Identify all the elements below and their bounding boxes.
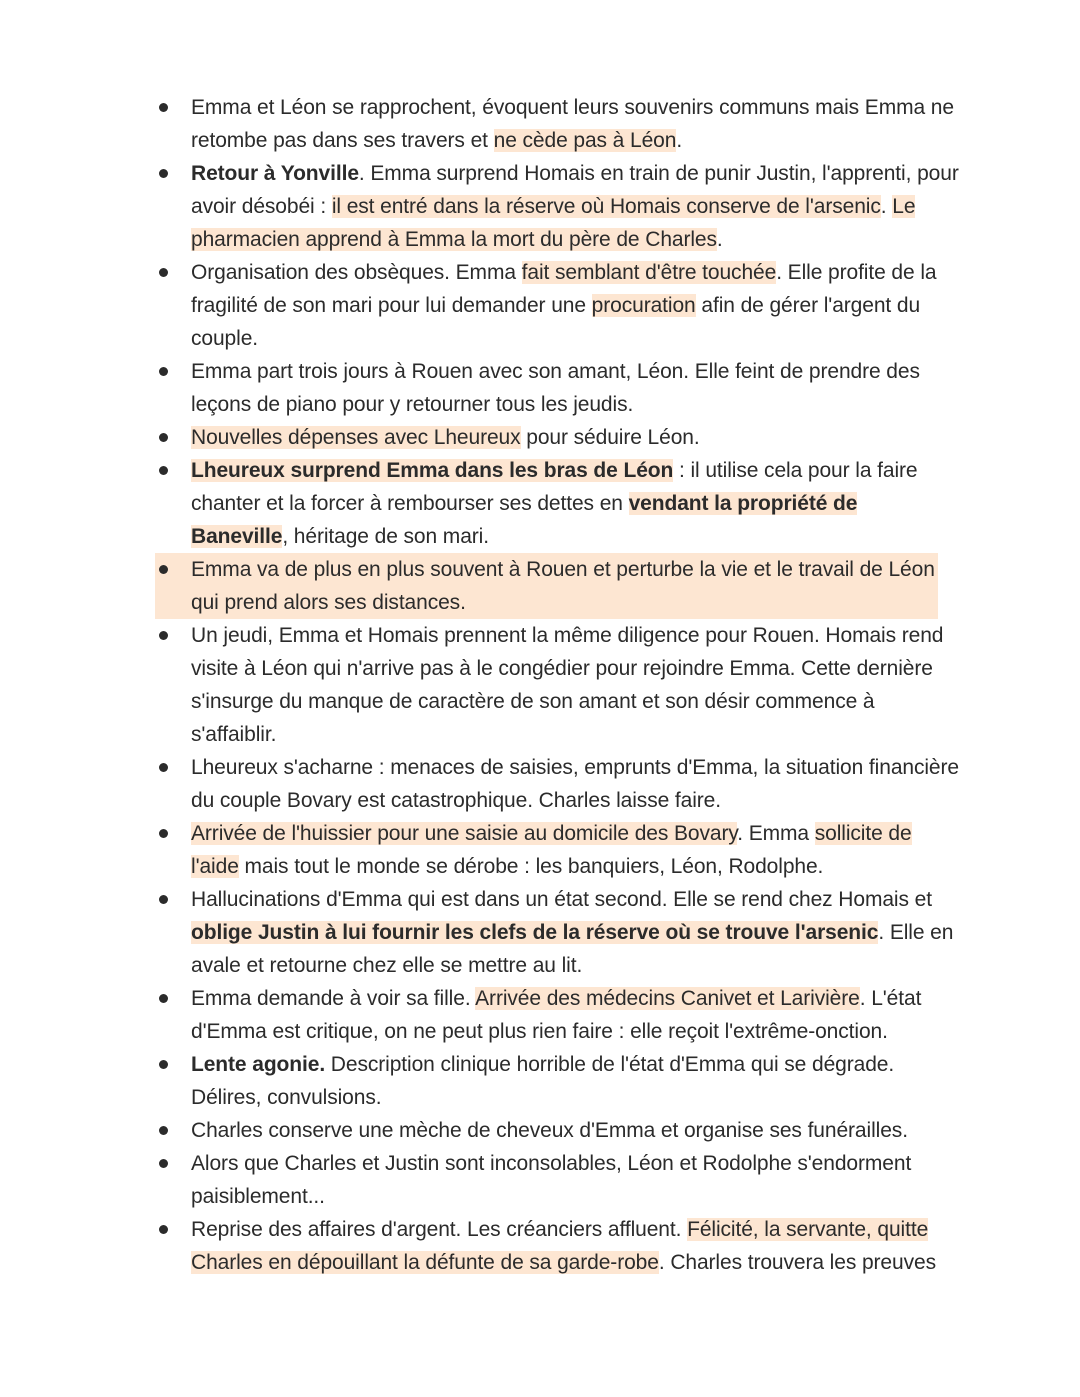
bullet-dot-icon bbox=[159, 1060, 168, 1069]
list-item bbox=[0, 817, 1080, 883]
list-item-text bbox=[191, 624, 943, 746]
list-item-text bbox=[191, 1053, 894, 1109]
bold-text: Retour à Yonville bbox=[191, 162, 359, 185]
text-segment: , héritage de son mari. bbox=[282, 525, 489, 548]
highlighted-text: procuration bbox=[591, 294, 696, 317]
text-segment: . Charles trouvera les preuves bbox=[658, 1251, 936, 1274]
highlighted-text: il est entré dans la réserve où Homais conserve de l'arsenic bbox=[331, 195, 881, 218]
list-item bbox=[0, 454, 1080, 553]
list-item-text bbox=[191, 1152, 911, 1208]
bullet-dot-icon bbox=[159, 565, 168, 574]
list-item bbox=[0, 1213, 1080, 1279]
list-item-text bbox=[191, 261, 936, 350]
text-segment: Organisation des obsèques. Emma bbox=[191, 261, 522, 284]
bold-text: Lente agonie. bbox=[191, 1053, 326, 1076]
highlighted-text: fait semblant d'être touchée bbox=[521, 261, 777, 284]
text-segment: Emma demande à voir sa fille. bbox=[191, 987, 476, 1010]
list-item bbox=[0, 91, 1080, 157]
bullet-dot-icon bbox=[159, 169, 168, 178]
text-segment: : il utilise cela pour la faire chanter et la forcer à rembourser ses dettes en bbox=[191, 459, 918, 515]
list-item bbox=[0, 421, 1080, 454]
list-item bbox=[0, 982, 1080, 1048]
text-segment: . Elle profite de la fragilité de son mari pour lui demander une bbox=[191, 261, 937, 317]
list-item bbox=[0, 553, 1080, 619]
highlighted-text: vendant la propriété de Baneville bbox=[191, 492, 858, 548]
text-segment: Reprise des affaires d'argent. Les créanciers affluent. bbox=[191, 1218, 688, 1241]
list-item bbox=[0, 355, 1080, 421]
bullet-dot-icon bbox=[159, 466, 168, 475]
text-segment: Hallucinations d'Emma qui est dans un état second. Elle se rend chez Homais et bbox=[191, 888, 932, 911]
bullet-dot-icon bbox=[159, 268, 168, 277]
bullet-dot-icon bbox=[159, 829, 168, 838]
text-segment: . L'état d'Emma est critique, on ne peut plus rien faire : elle reçoit l'extrême-onction. bbox=[191, 987, 922, 1043]
list-item bbox=[0, 883, 1080, 982]
list-item bbox=[0, 1147, 1080, 1213]
list-item-text bbox=[191, 987, 921, 1043]
list-item-text bbox=[191, 426, 700, 449]
list-item-text bbox=[191, 888, 953, 977]
text-segment: . Emma bbox=[737, 822, 815, 845]
text-segment: Un jeudi, Emma et Homais prennent la même diligence pour Rouen. Homais rend visite à Léon qui n'arrive pas à le congédier pour rejoindre Emma. Cette dernière s'insurge du manque de caractère de son amant et son désir commence à s'affaiblir. bbox=[191, 624, 944, 746]
highlighted-text: Arrivée de l'huissier pour une saisie au domicile des Bovary bbox=[191, 822, 738, 845]
text-segment: . bbox=[880, 195, 893, 218]
text-segment: . Elle en avale et retourne chez elle se mettre au lit. bbox=[191, 921, 954, 977]
list-item bbox=[0, 1114, 1080, 1147]
list-item-text bbox=[191, 459, 918, 548]
text-segment: Charles conserve une mèche de cheveux d'Emma et organise ses funérailles. bbox=[191, 1119, 908, 1142]
text-segment: Alors que Charles et Justin sont inconsolables, Léon et Rodolphe s'endorment paisiblement... bbox=[191, 1152, 912, 1208]
text-segment: . bbox=[676, 129, 683, 152]
highlighted-text: Lheureux surprend Emma dans les bras de Léon bbox=[191, 459, 674, 482]
bullet-list bbox=[0, 91, 1080, 1279]
bullet-dot-icon bbox=[159, 1126, 168, 1135]
highlighted-text: Arrivée des médecins Canivet et Larivière bbox=[475, 987, 860, 1010]
bullet-dot-icon bbox=[159, 994, 168, 1003]
text-segment: Description clinique horrible de l'état d'Emma qui se dégrade. Délires, convulsions. bbox=[191, 1053, 895, 1109]
text-segment: . Emma surprend Homais en train de punir Justin, l'apprenti, pour avoir désobéi : bbox=[191, 162, 959, 218]
list-item-text bbox=[191, 1119, 908, 1142]
list-item bbox=[0, 619, 1080, 751]
bullet-dot-icon bbox=[159, 103, 168, 112]
bullet-dot-icon bbox=[159, 1159, 168, 1168]
text-segment: pour séduire Léon. bbox=[520, 426, 700, 449]
bullet-dot-icon bbox=[159, 895, 168, 904]
bullet-dot-icon bbox=[159, 367, 168, 376]
highlighted-text: Félicité, la servante, quitte Charles en dépouillant la défunte de sa garde-robe bbox=[191, 1218, 929, 1274]
list-item-text bbox=[191, 822, 912, 878]
highlighted-text: ne cède pas à Léon bbox=[493, 129, 677, 152]
text-segment: Emma va de plus en plus souvent à Rouen et perturbe la vie et le travail de Léon qui prend alors ses distances. bbox=[191, 558, 935, 614]
text-segment: Lheureux s'acharne : menaces de saisies, emprunts d'Emma, la situation financière du couple Bovary est catastrophique. Charles laisse faire. bbox=[191, 756, 959, 812]
list-item-text bbox=[191, 1218, 936, 1274]
text-segment: mais tout le monde se dérobe : les banquiers, Léon, Rodolphe. bbox=[238, 855, 824, 878]
text-segment: Emma et Léon se rapprochent, évoquent leurs souvenirs communs mais Emma ne retombe pas dans ses travers et bbox=[191, 96, 954, 152]
list-item bbox=[0, 157, 1080, 256]
bullet-dot-icon bbox=[159, 631, 168, 640]
bullet-dot-icon bbox=[159, 763, 168, 772]
highlighted-text: oblige Justin à lui fournir les clefs de la réserve où se trouve l'arsenic bbox=[191, 921, 879, 944]
text-segment: . bbox=[716, 228, 723, 251]
list-item-text bbox=[191, 360, 920, 416]
document-page bbox=[0, 91, 1080, 1279]
text-segment: afin de gérer l'argent du couple. bbox=[191, 294, 921, 350]
bullet-dot-icon bbox=[159, 1225, 168, 1234]
bullet-dot-icon bbox=[159, 433, 168, 442]
highlighted-text: Le pharmacien apprend à Emma la mort du père de Charles bbox=[191, 195, 916, 251]
list-item bbox=[0, 256, 1080, 355]
text-segment: Emma part trois jours à Rouen avec son amant, Léon. Elle feint de prendre des leçons de piano pour y retourner tous les jeudis. bbox=[191, 360, 920, 416]
list-item bbox=[0, 751, 1080, 817]
list-item bbox=[0, 1048, 1080, 1114]
list-item-text bbox=[191, 756, 959, 812]
list-item-text bbox=[191, 96, 954, 152]
list-item-text bbox=[191, 162, 959, 251]
highlighted-text: sollicite de l'aide bbox=[191, 822, 912, 878]
highlighted-text: Nouvelles dépenses avec Lheureux bbox=[191, 426, 521, 449]
